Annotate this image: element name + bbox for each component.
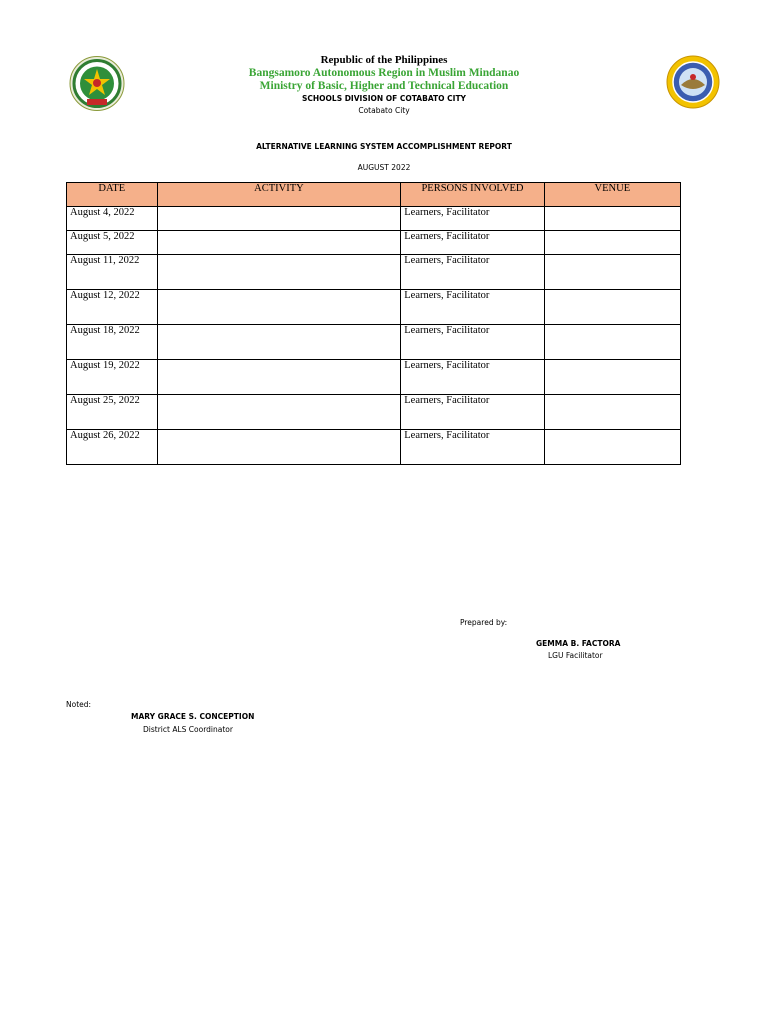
- cell-date: August 18, 2022: [67, 325, 158, 360]
- table-row: [67, 430, 681, 465]
- table-row: [67, 207, 681, 231]
- prepared-by-name: GEMMA B. FACTORA: [536, 639, 621, 648]
- cell-persons: Learners, Facilitator: [401, 207, 544, 231]
- accomplishment-table: [66, 182, 681, 465]
- table-row: [67, 395, 681, 430]
- report-title: ALTERNATIVE LEARNING SYSTEM ACCOMPLISHMENT REPORT: [256, 142, 512, 151]
- cell-activity: [157, 290, 401, 325]
- cell-persons: Learners, Facilitator: [401, 325, 544, 360]
- table-row: [67, 360, 681, 395]
- region-heading: Bangsamoro Autonomous Region in Muslim Mindanao: [248, 67, 520, 79]
- cell-persons: Learners, Facilitator: [401, 255, 544, 290]
- table-row: [67, 290, 681, 325]
- letterhead: [0, 54, 768, 117]
- cell-persons: Learners, Facilitator: [401, 231, 544, 255]
- table-row: [67, 231, 681, 255]
- cell-activity: [157, 207, 401, 231]
- cell-date: August 26, 2022: [67, 430, 158, 465]
- noted-label: Noted:: [66, 700, 92, 709]
- cell-venue: [544, 430, 680, 465]
- cell-persons: Learners, Facilitator: [401, 430, 544, 465]
- cell-activity: [157, 231, 401, 255]
- table-row: [67, 325, 681, 360]
- republic-heading: Republic of the Philippines: [320, 54, 448, 66]
- cell-venue: [544, 290, 680, 325]
- column-header-date: DATE: [67, 183, 158, 207]
- column-header-activity: ACTIVITY: [157, 183, 401, 207]
- cell-persons: Learners, Facilitator: [401, 290, 544, 325]
- cell-date: August 4, 2022: [67, 207, 158, 231]
- cell-date: August 5, 2022: [67, 231, 158, 255]
- cell-activity: [157, 430, 401, 465]
- prepared-by-role: LGU Facilitator: [548, 651, 603, 660]
- column-header-persons: PERSONS INVOLVED: [401, 183, 544, 207]
- cell-activity: [157, 325, 401, 360]
- ministry-heading: Ministry of Basic, Higher and Technical Education: [259, 80, 509, 92]
- cell-venue: [544, 325, 680, 360]
- table-row: [67, 255, 681, 290]
- cell-venue: [544, 207, 680, 231]
- cell-venue: [544, 360, 680, 395]
- city-heading: Cotabato City: [358, 106, 410, 115]
- cell-date: August 12, 2022: [67, 290, 158, 325]
- cell-activity: [157, 395, 401, 430]
- cell-activity: [157, 360, 401, 395]
- cell-date: August 19, 2022: [67, 360, 158, 395]
- table-header-row: [67, 183, 681, 207]
- noted-by-name: MARY GRACE S. CONCEPTION: [131, 712, 255, 721]
- cell-date: August 11, 2022: [67, 255, 158, 290]
- noted-by-role: District ALS Coordinator: [143, 725, 233, 734]
- cell-persons: Learners, Facilitator: [401, 395, 544, 430]
- cell-persons: Learners, Facilitator: [401, 360, 544, 395]
- cell-date: August 25, 2022: [67, 395, 158, 430]
- cell-venue: [544, 255, 680, 290]
- column-header-venue: VENUE: [544, 183, 680, 207]
- cell-venue: [544, 395, 680, 430]
- division-heading: SCHOOLS DIVISION OF COTABATO CITY: [301, 94, 466, 103]
- cell-venue: [544, 231, 680, 255]
- prepared-by-label: Prepared by:: [460, 618, 508, 627]
- cell-activity: [157, 255, 401, 290]
- report-month: AUGUST 2022: [357, 163, 411, 172]
